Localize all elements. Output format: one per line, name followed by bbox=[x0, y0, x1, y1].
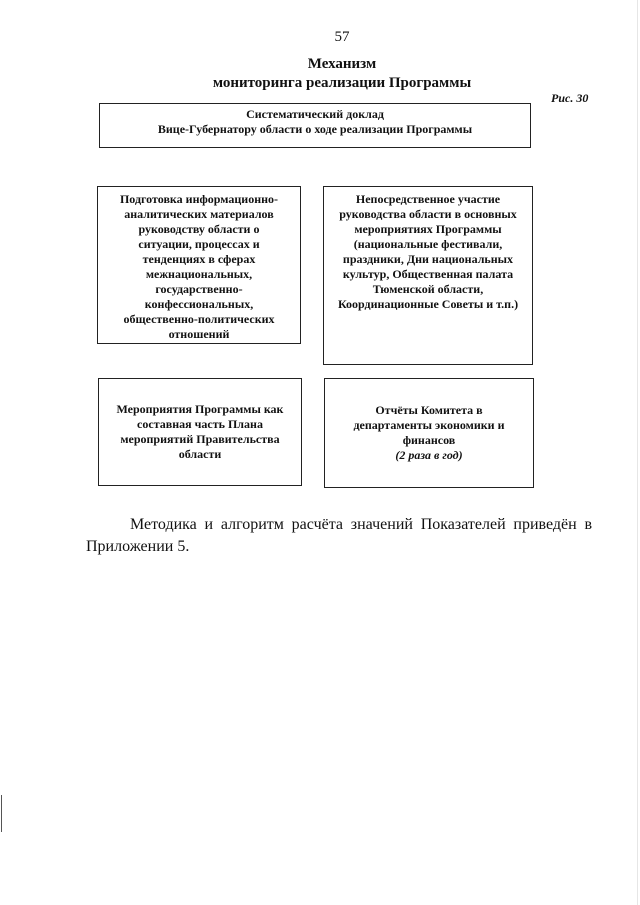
committee-reports-frequency: (2 раза в год) bbox=[395, 448, 463, 462]
committee-reports-text: Отчёты Комитета в департаменты экономики и финансов bbox=[353, 403, 505, 447]
figure-label: Рис. 30 bbox=[551, 91, 589, 105]
systematic-report-text: Систематический доклад Вице-Губернатору области о ходе реализации Программы bbox=[157, 107, 473, 136]
title-line-2: мониторинга реализации Программы bbox=[212, 75, 472, 91]
document-title bbox=[0, 55, 640, 93]
program-activities-text: Мероприятия Программы как составная часть Плана мероприятий Правительства области bbox=[116, 402, 284, 461]
systematic-report-box bbox=[99, 103, 531, 148]
scan-edge-line bbox=[637, 0, 638, 905]
leadership-participation-box bbox=[323, 186, 533, 365]
page-number: 57 bbox=[334, 29, 350, 45]
scan-margin-mark bbox=[1, 795, 2, 832]
analytical-materials-box bbox=[97, 186, 301, 344]
committee-reports-box bbox=[324, 378, 534, 488]
program-activities-box bbox=[98, 378, 302, 486]
committee-reports-content bbox=[353, 403, 504, 463]
analytical-materials-text: Подготовка информационно- аналитических материалов руководству области о ситуации, процессах и тенденциях в сферах межнациональных, государственно- конфессиональных, общественно-политических отношений bbox=[119, 192, 279, 341]
title-line-1: Механизм bbox=[307, 56, 377, 72]
leadership-participation-text: Непосредственное участие руководства области в основных мероприятиях Программы (национальные фестивали, праздники, Дни национальных культур, Общественная палата Тюменской области, Координационные Советы и т.п.) bbox=[337, 192, 519, 311]
methodology-paragraph: Методика и алгоритм расчёта значений Показателей приведён в Приложении 5. bbox=[86, 516, 592, 555]
